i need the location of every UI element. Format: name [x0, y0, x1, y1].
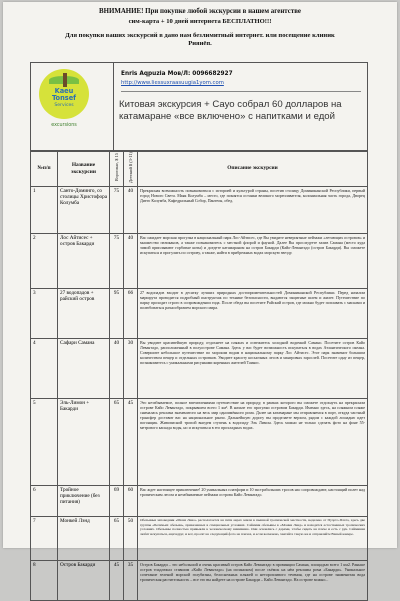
- row-num: 7: [31, 517, 58, 561]
- row-name: Санто-Доминго, со столицы Христофора Колумба: [58, 187, 110, 234]
- table-row: [31, 187, 368, 234]
- row-name: Лос Айтисес + остров Бакарди: [58, 234, 110, 289]
- agency-contact: Enris Aqpuzia Мов/Л: 0096682927: [121, 71, 233, 77]
- divider: [121, 91, 361, 92]
- row-name: Тройное приключение (без питания): [58, 486, 110, 517]
- row-description: Вас ожидает морская прогулка в национальный парк Лос-Айтисес, где Вы увидите невероятные пейзажи «летающих островов» и множество пеликанов, а также познакомитесь с местной флорой и фауной. Далее Вы проследуете залив Самана (место куда зимой приплывают горбатые киты) и доедете катамараном на остров Бакарди (Кайо-Левантадо (остров Бакарди). Вы сможете искупаться и прогулять по острову, а также, найти в прибрежных водах морскую звезду.: [138, 234, 368, 289]
- row-description: Вас ждет настоящее приключение! 20 уникальных платформ и 10 экстрабольших тросов нас сопровождают, настоящий полет над тропическим лесом и незабываемые пейзажи острова Кайо Левантадо.: [138, 486, 368, 517]
- agency-website-link[interactable]: http://www.Iiessuxraasuugia1yom.com: [121, 80, 224, 86]
- row-adult-price: 69: [110, 486, 124, 517]
- agency-logo: [39, 69, 89, 119]
- table-row: [31, 486, 368, 517]
- notice-line-2: сим-карта + 10 дней интернета БЕСПЛАТНО!!!: [128, 17, 272, 25]
- row-adult-price: 65: [110, 399, 124, 486]
- row-child-price: 66: [124, 289, 138, 339]
- notice-line-4: Рияиёп.: [188, 39, 212, 47]
- col-header-desc: Описание экскурсии: [138, 151, 368, 187]
- row-num: 4: [31, 339, 58, 399]
- row-child-price: 35: [124, 561, 138, 601]
- table-row: [31, 561, 368, 601]
- table-row: [31, 234, 368, 289]
- row-child-price: 60: [124, 486, 138, 517]
- row-description: 27 водопадов входит в десятку лучших природных достопримечательностей Доминиканской Республики. Перед началом маршрута проводится подробный инструктаж по технике безопасности, выдаются защитные шлем и жилет. Путешествие по парку проходит строго в сопровождении гида. После обеда вы посетите Райский остров, где можно будет поплавать с масками и полюбоваться разнообразием морского мира.: [138, 289, 368, 339]
- logo-box: [31, 63, 114, 151]
- table-row: [31, 339, 368, 399]
- table-row: [31, 289, 368, 339]
- row-description: Прекрасная возможность познакомиться с историей и культурой страны, посетив столицу Доминиканской Республики, первый город Нового Света. Маяк Колумба – место, где покоятся останки великого мореплавателя, колониальная часть города, Дворец Диего Колумба, Кафедральный Собор, Пантеон, обед.: [138, 187, 368, 234]
- row-name: Остров Бакарди: [58, 561, 110, 601]
- row-adult-price: 40: [110, 339, 124, 399]
- row-description: Обезьяньи заповедник «Мони Леио» располагается на пяти акрах земли в пышной тропической местности, недалеко от Пуэрто-Плата, здесь две группы «Беличьих обезьян», привезенных в специальных условиях. Сайминк обезьяны в «Монки Ленд» и находятся естественных тропических условиях. Обезьяны полностью привыкли к человеческому вниманию. Они освоились с дарами, чтобы сидеть на плече и есть с рук. Сайминии любят искупаться, ещё вдруг, и вот, просят на следующий фото на плечах, и если возможно, хватайте такую же и отправляйте Вашей камере.: [138, 517, 368, 561]
- document-page: [3, 2, 397, 583]
- row-adult-price: 45: [110, 561, 124, 601]
- table-header-row: [31, 151, 368, 187]
- row-num: 1: [31, 187, 58, 234]
- row-description: Вы увидите красивейшую природу, отдохнете на пляжах и освежитесь холодной водичкой Самано. Посетите остров Кайо Левантадо, расположенный в полуострове Самана. Здесь у вас будет возможность искупаться в водах Атлантического океана. Совершите небольшое путешествие по морским водам в национальному парку Лос Айтисес. Этот парк знаменит большим количеством пещер и отдельных островков. Увидите красоту косыочных лесов и мангровых зарослей. Посетите одну из пещер, познакомитесь с уникальными рисунками коренных жителей Таинос.: [138, 339, 368, 399]
- row-child-price: 50: [124, 517, 138, 561]
- tour-title: Китовая экскурсия + Сауо собрал 60 долларов на катамаране «все включено» с напитками и едой: [119, 99, 342, 122]
- palm-trunk-icon: [63, 73, 67, 87]
- row-description: Остров Бакарди – это небольшой и очень красивый остров Кайо Левантадо в провинции Самана, площадью всего 1 км2. Раньше остров тпадлежал ставшим «Кайо Левантадо» (на испанском) после съёмок на нём рекламы рома «Бакарди». Уникальное сочетание зеленой морской голубизны, белоснежных пляжей и неторопливого течения, где на острове знаменитая вода тропическая растительность – все это вы найдете на острове Бакарди – Кайо Левантадо. На острове можно...: [138, 561, 368, 601]
- row-num: 3: [31, 289, 58, 339]
- logo-text-services: Services: [54, 103, 74, 108]
- row-num: 5: [31, 399, 58, 486]
- logo-text-main: Kaeu Tonsef: [51, 87, 77, 102]
- row-adult-price: 75: [110, 234, 124, 289]
- logo-subtitle: excursions: [51, 123, 77, 128]
- row-child-price: 30: [124, 339, 138, 399]
- col-header-adult: Взрослые, $ 15: [110, 151, 124, 187]
- notice-line-3: Для покупки вашиx экскурсий в дано нам безлимитный интернет. или посещение клиник: [65, 32, 335, 40]
- col-header-name: Название экскурсии: [58, 151, 110, 187]
- row-num: 6: [31, 486, 58, 517]
- agency-block: [30, 62, 368, 152]
- row-num: 8: [31, 561, 58, 601]
- row-name: 27 водопадов + райский остров: [58, 289, 110, 339]
- row-adult-price: 95: [110, 289, 124, 339]
- excursions-table: [30, 150, 368, 601]
- notice-line-1: ВНИМАНИЕ! При покупке любой экскурсии в нашем агентстве: [99, 8, 301, 15]
- row-name: Сафари Самана: [58, 339, 110, 399]
- row-child-price: 45: [124, 399, 138, 486]
- row-child-price: 40: [124, 234, 138, 289]
- row-adult-price: 75: [110, 187, 124, 234]
- table-row: [31, 517, 368, 561]
- notice-header: [3, 2, 397, 47]
- row-name: Монкей Лэнд: [58, 517, 110, 561]
- row-child-price: 40: [124, 187, 138, 234]
- table-row: [31, 399, 368, 486]
- col-header-num: №п/п: [31, 151, 58, 187]
- row-num: 2: [31, 234, 58, 289]
- col-header-child: Детский $ (3-11): [124, 151, 138, 187]
- row-adult-price: 65: [110, 517, 124, 561]
- row-name: Эль-Лимон + Бакарди: [58, 399, 110, 486]
- row-description: Это незабываемое, полное впечатлениями путешествие на природу, в рамках которого вы сможете отдохнуть на прекрасном острове Кайо Левантадо, покрывшем всего 1 км². В начале его прогулки островом Бакарди. Именно здесь, на пляжном пляже снималась реклама знаменитого на весь мир одноимённого рома. Далее на катамаране мы отправляемся в порт, откуда частный трансфер доставит вас на национальное ранчо. Дальнейшую дорогу вы проделаете верхом, рядом с каждой лошадью идет погонщик. Живописной тропой выедем ступень к водопаду Эль Лимон. Здесь можно не только сделать фото на фоне 55-метрового каскада воды, но и искупаться в его прохладных водах.: [138, 399, 368, 486]
